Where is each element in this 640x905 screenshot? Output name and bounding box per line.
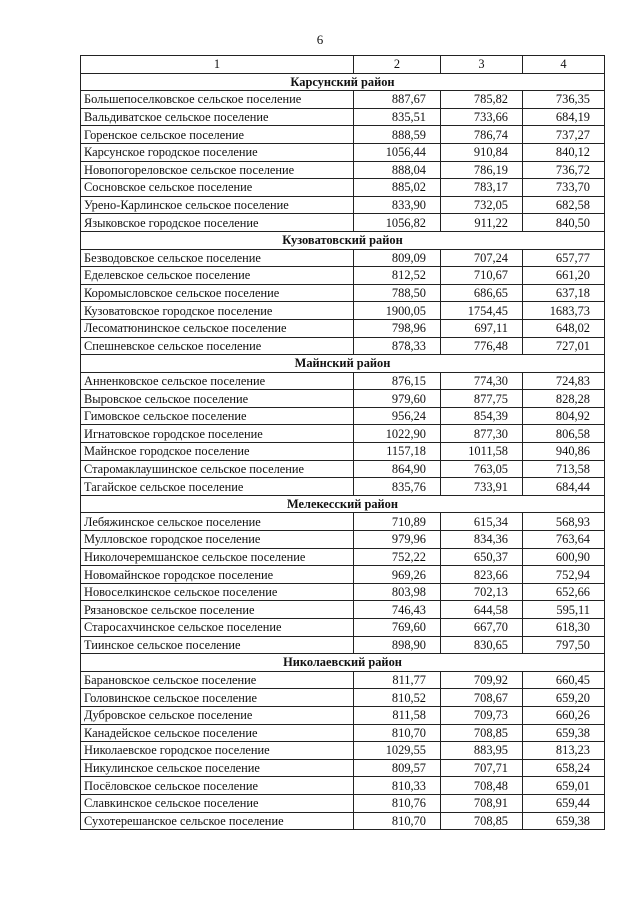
table-row [81, 443, 605, 461]
column-number: 3 [441, 56, 523, 74]
value-col-4: 568,93 [523, 513, 605, 531]
table-row [81, 196, 605, 214]
table-row [81, 478, 605, 496]
table-row [81, 619, 605, 637]
value-col-4: 727,01 [523, 337, 605, 355]
value-col-2: 835,51 [354, 108, 441, 126]
value-col-2: 956,24 [354, 407, 441, 425]
value-col-3: 708,91 [441, 794, 523, 812]
value-col-4: 713,58 [523, 460, 605, 478]
table-row [81, 161, 605, 179]
value-col-3: 834,36 [441, 531, 523, 549]
value-col-3: 686,65 [441, 284, 523, 302]
value-col-4: 840,50 [523, 214, 605, 232]
value-col-2: 788,50 [354, 284, 441, 302]
settlement-name: Вальдиватское сельское поселение [81, 108, 354, 126]
value-col-4: 736,72 [523, 161, 605, 179]
value-col-4: 797,50 [523, 636, 605, 654]
value-col-4: 660,26 [523, 706, 605, 724]
settlement-name: Николочеремшанское сельское поселение [81, 548, 354, 566]
table-row [81, 601, 605, 619]
value-col-3: 877,75 [441, 390, 523, 408]
settlement-name: Анненковское сельское поселение [81, 372, 354, 390]
table-row [81, 143, 605, 161]
value-col-4: 595,11 [523, 601, 605, 619]
table-row [81, 777, 605, 795]
value-col-4: 806,58 [523, 425, 605, 443]
value-col-2: 888,04 [354, 161, 441, 179]
value-col-3: 786,74 [441, 126, 523, 144]
table-row [81, 284, 605, 302]
settlement-name: Тиинское сельское поселение [81, 636, 354, 654]
settlement-name: Урено-Карлинское сельское поселение [81, 196, 354, 214]
table-row [81, 214, 605, 232]
value-col-4: 600,90 [523, 548, 605, 566]
value-col-4: 752,94 [523, 566, 605, 584]
value-col-2: 888,59 [354, 126, 441, 144]
value-col-3: 877,30 [441, 425, 523, 443]
value-col-3: 709,73 [441, 706, 523, 724]
settlement-name: Новопогореловское сельское поселение [81, 161, 354, 179]
value-col-3: 830,65 [441, 636, 523, 654]
value-col-4: 661,20 [523, 267, 605, 285]
value-col-4: 804,92 [523, 407, 605, 425]
value-col-4: 828,28 [523, 390, 605, 408]
settlement-name: Старомаклаушинское сельское поселение [81, 460, 354, 478]
table-row [81, 583, 605, 601]
value-col-3: 854,39 [441, 407, 523, 425]
value-col-4: 657,77 [523, 249, 605, 267]
value-col-3: 1011,58 [441, 443, 523, 461]
settlement-name: Николаевское городское поселение [81, 742, 354, 760]
value-col-3: 733,91 [441, 478, 523, 496]
value-col-4: 940,86 [523, 443, 605, 461]
table-row [81, 126, 605, 144]
value-col-2: 798,96 [354, 319, 441, 337]
value-col-3: 763,05 [441, 460, 523, 478]
value-col-3: 650,37 [441, 548, 523, 566]
value-col-2: 1157,18 [354, 443, 441, 461]
value-col-4: 1683,73 [523, 302, 605, 320]
settlement-name: Славкинское сельское поселение [81, 794, 354, 812]
settlement-name: Рязановское сельское поселение [81, 601, 354, 619]
value-col-2: 810,70 [354, 724, 441, 742]
value-col-3: 911,22 [441, 214, 523, 232]
value-col-2: 864,90 [354, 460, 441, 478]
table-row [81, 742, 605, 760]
value-col-2: 769,60 [354, 619, 441, 637]
value-col-2: 810,70 [354, 812, 441, 830]
value-col-3: 710,67 [441, 267, 523, 285]
column-number: 2 [354, 56, 441, 74]
value-col-2: 746,43 [354, 601, 441, 619]
settlement-name: Посёловское сельское поселение [81, 777, 354, 795]
table-row [81, 179, 605, 197]
table-row [81, 513, 605, 531]
table-row [81, 548, 605, 566]
value-col-3: 644,58 [441, 601, 523, 619]
value-col-3: 708,48 [441, 777, 523, 795]
settlement-name: Языковское городское поселение [81, 214, 354, 232]
value-col-4: 659,01 [523, 777, 605, 795]
settlement-name: Гимовское сельское поселение [81, 407, 354, 425]
value-col-3: 708,85 [441, 812, 523, 830]
value-col-3: 783,17 [441, 179, 523, 197]
value-col-3: 785,82 [441, 91, 523, 109]
value-col-4: 840,12 [523, 143, 605, 161]
value-col-2: 878,33 [354, 337, 441, 355]
value-col-2: 969,26 [354, 566, 441, 584]
value-col-2: 809,09 [354, 249, 441, 267]
settlement-name: Майнское городское поселение [81, 443, 354, 461]
value-col-2: 835,76 [354, 478, 441, 496]
table-row [81, 425, 605, 443]
value-col-2: 809,57 [354, 759, 441, 777]
table-row [81, 794, 605, 812]
table-row [81, 706, 605, 724]
value-col-2: 710,89 [354, 513, 441, 531]
settlement-name: Спешневское сельское поселение [81, 337, 354, 355]
value-col-2: 810,33 [354, 777, 441, 795]
value-col-2: 887,67 [354, 91, 441, 109]
value-col-4: 659,38 [523, 812, 605, 830]
value-col-3: 709,92 [441, 671, 523, 689]
value-col-2: 1056,44 [354, 143, 441, 161]
settlement-name: Никулинское сельское поселение [81, 759, 354, 777]
table-row [81, 267, 605, 285]
value-col-4: 659,20 [523, 689, 605, 707]
table-row [81, 566, 605, 584]
settlement-name: Карсунское городское поселение [81, 143, 354, 161]
value-col-3: 667,70 [441, 619, 523, 637]
settlement-name: Кузоватовское городское поселение [81, 302, 354, 320]
column-number: 1 [81, 56, 354, 74]
value-col-4: 659,38 [523, 724, 605, 742]
tariff-table [80, 55, 605, 830]
table-row [81, 812, 605, 830]
column-number-row [81, 56, 605, 74]
settlement-name: Безводовское сельское поселение [81, 249, 354, 267]
settlement-name: Сосновское сельское поселение [81, 179, 354, 197]
settlement-name: Игнатовское городское поселение [81, 425, 354, 443]
value-col-4: 682,58 [523, 196, 605, 214]
table-row [81, 531, 605, 549]
district-header-row [81, 495, 605, 513]
table-row [81, 337, 605, 355]
value-col-2: 979,60 [354, 390, 441, 408]
table-row [81, 460, 605, 478]
value-col-2: 876,15 [354, 372, 441, 390]
settlement-name: Дубровское сельское поселение [81, 706, 354, 724]
settlement-name: Барановское сельское поселение [81, 671, 354, 689]
value-col-2: 811,77 [354, 671, 441, 689]
table-row [81, 407, 605, 425]
value-col-4: 736,35 [523, 91, 605, 109]
value-col-4: 660,45 [523, 671, 605, 689]
column-number: 4 [523, 56, 605, 74]
value-col-4: 684,19 [523, 108, 605, 126]
value-col-3: 697,11 [441, 319, 523, 337]
value-col-2: 803,98 [354, 583, 441, 601]
value-col-3: 702,13 [441, 583, 523, 601]
value-col-4: 637,18 [523, 284, 605, 302]
table-row [81, 390, 605, 408]
table-row [81, 689, 605, 707]
settlement-name: Коромысловское сельское поселение [81, 284, 354, 302]
value-col-3: 707,24 [441, 249, 523, 267]
district-header-row [81, 73, 605, 91]
value-col-4: 813,23 [523, 742, 605, 760]
value-col-4: 724,83 [523, 372, 605, 390]
district-header-row [81, 355, 605, 373]
value-col-2: 752,22 [354, 548, 441, 566]
value-col-4: 658,24 [523, 759, 605, 777]
value-col-3: 707,71 [441, 759, 523, 777]
value-col-3: 733,66 [441, 108, 523, 126]
value-col-3: 615,34 [441, 513, 523, 531]
value-col-4: 737,27 [523, 126, 605, 144]
value-col-4: 618,30 [523, 619, 605, 637]
value-col-2: 1900,05 [354, 302, 441, 320]
value-col-3: 883,95 [441, 742, 523, 760]
settlement-name: Тагайское сельское поселение [81, 478, 354, 496]
settlement-name: Сухотерешанское сельское поселение [81, 812, 354, 830]
value-col-2: 811,58 [354, 706, 441, 724]
value-col-2: 833,90 [354, 196, 441, 214]
value-col-4: 659,44 [523, 794, 605, 812]
value-col-4: 648,02 [523, 319, 605, 337]
district-header-row [81, 231, 605, 249]
value-col-4: 733,70 [523, 179, 605, 197]
value-col-2: 885,02 [354, 179, 441, 197]
table-row [81, 636, 605, 654]
value-col-2: 898,90 [354, 636, 441, 654]
value-col-3: 823,66 [441, 566, 523, 584]
value-col-4: 652,66 [523, 583, 605, 601]
value-col-3: 910,84 [441, 143, 523, 161]
settlement-name: Большепоселковское сельское поселение [81, 91, 354, 109]
district-name: Майнский район [81, 355, 605, 373]
value-col-3: 776,48 [441, 337, 523, 355]
value-col-2: 1029,55 [354, 742, 441, 760]
value-col-2: 979,96 [354, 531, 441, 549]
table-row [81, 671, 605, 689]
district-name: Карсунский район [81, 73, 605, 91]
table-row [81, 724, 605, 742]
table-body [81, 56, 605, 830]
settlement-name: Еделевское сельское поселение [81, 267, 354, 285]
value-col-3: 1754,45 [441, 302, 523, 320]
value-col-4: 763,64 [523, 531, 605, 549]
settlement-name: Мулловское городское поселение [81, 531, 354, 549]
settlement-name: Канадейское сельское поселение [81, 724, 354, 742]
settlement-name: Лесоматюнинское сельское поселение [81, 319, 354, 337]
settlement-name: Выровское сельское поселение [81, 390, 354, 408]
value-col-4: 684,44 [523, 478, 605, 496]
district-header-row [81, 654, 605, 672]
table-row [81, 759, 605, 777]
district-name: Николаевский район [81, 654, 605, 672]
table-row [81, 249, 605, 267]
table-row [81, 91, 605, 109]
settlement-name: Новоселкинское сельское поселение [81, 583, 354, 601]
district-name: Кузоватовский район [81, 231, 605, 249]
value-col-3: 708,85 [441, 724, 523, 742]
value-col-3: 732,05 [441, 196, 523, 214]
table-row [81, 372, 605, 390]
value-col-3: 708,67 [441, 689, 523, 707]
value-col-2: 1022,90 [354, 425, 441, 443]
settlement-name: Новомайнское городское поселение [81, 566, 354, 584]
settlement-name: Лебяжинское сельское поселение [81, 513, 354, 531]
value-col-3: 786,19 [441, 161, 523, 179]
page-number: 6 [316, 32, 324, 47]
table-row [81, 108, 605, 126]
value-col-3: 774,30 [441, 372, 523, 390]
value-col-2: 810,76 [354, 794, 441, 812]
settlement-name: Старосахчинское сельское поселение [81, 619, 354, 637]
value-col-2: 810,52 [354, 689, 441, 707]
table-row [81, 302, 605, 320]
settlement-name: Головинское сельское поселение [81, 689, 354, 707]
settlement-name: Горенское сельское поселение [81, 126, 354, 144]
table-row [81, 319, 605, 337]
value-col-2: 1056,82 [354, 214, 441, 232]
value-col-2: 812,52 [354, 267, 441, 285]
district-name: Мелекесский район [81, 495, 605, 513]
